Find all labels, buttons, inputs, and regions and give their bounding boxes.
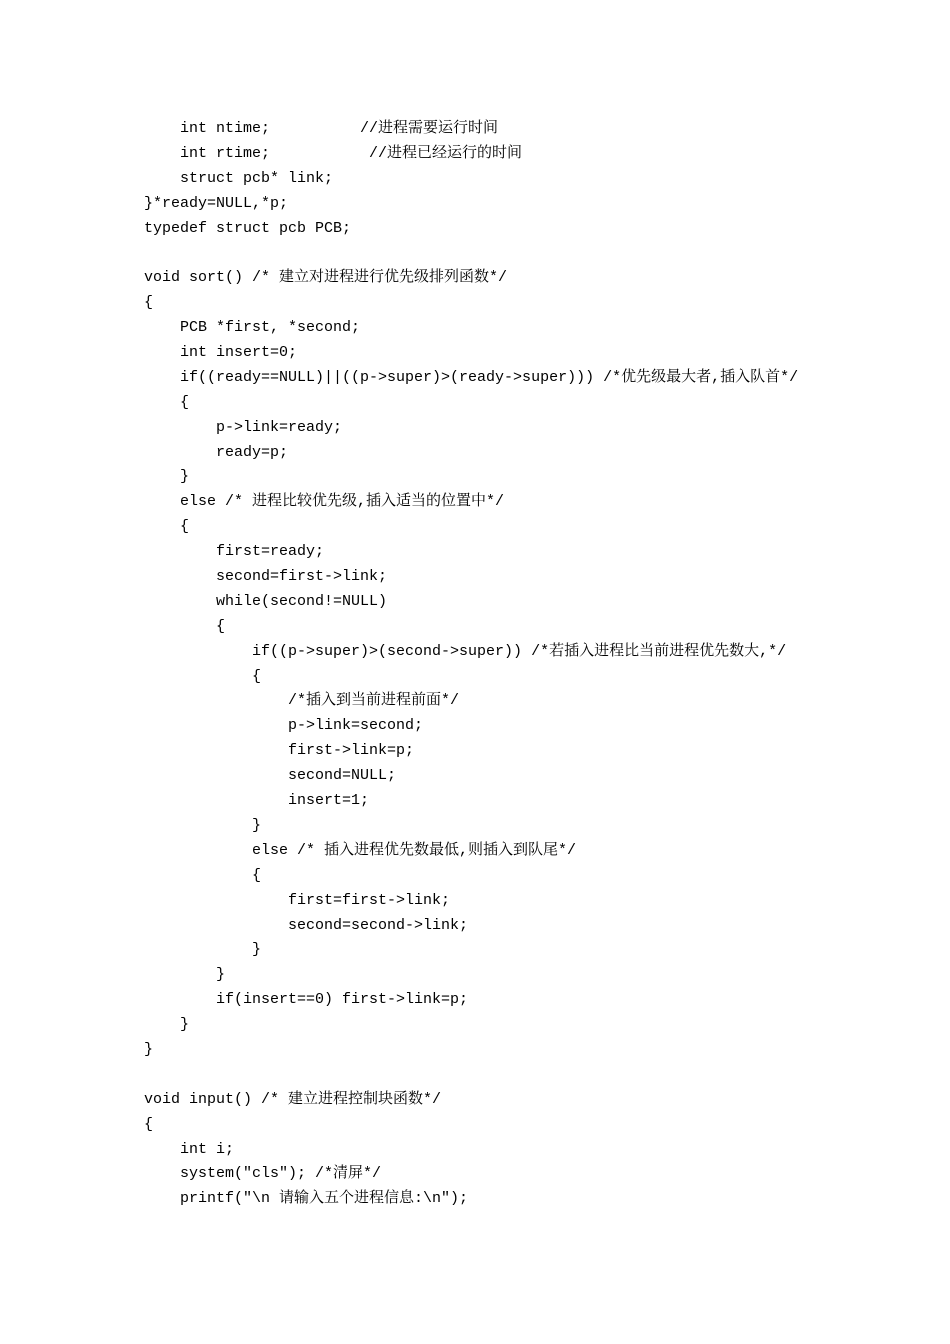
code-line: int insert=0; <box>144 344 298 362</box>
code-line: { <box>144 617 226 635</box>
code-line: /*插入到当前进程前面*/ <box>144 692 460 710</box>
code-line: } <box>144 966 226 984</box>
code-line: } <box>144 816 262 834</box>
code-line: insert=1; <box>144 792 370 810</box>
code-line: } <box>144 941 262 959</box>
code-line: { <box>144 518 190 536</box>
code-line: while(second!=NULL) <box>144 592 388 610</box>
code-line: } <box>144 468 190 486</box>
code-line: first->link=p; <box>144 742 415 760</box>
code-line: ready=p; <box>144 443 289 461</box>
code-line: int i; <box>144 1140 235 1158</box>
code-line: if((ready==NULL)||((p->super)>(ready->super))) /*优先级最大者,插入队首*/ <box>144 368 799 386</box>
code-line: void sort() /* 建立对进程进行优先级排列函数*/ <box>144 269 508 287</box>
blank-line <box>144 241 798 266</box>
code-line: struct pcb* link; <box>144 169 334 187</box>
code-line: p->link=ready; <box>144 418 343 436</box>
code-line: if(insert==0) first->link=p; <box>144 991 469 1009</box>
code-line: { <box>144 866 262 884</box>
code-line: }*ready=NULL,*p; <box>144 194 289 212</box>
code-line: second=NULL; <box>144 767 397 785</box>
code-line: second=first->link; <box>144 568 388 586</box>
code-line: second=second->link; <box>144 916 469 934</box>
code-line: { <box>144 1115 154 1133</box>
blank-line <box>144 1063 798 1088</box>
code-line: int rtime; //进程已经运行的时间 <box>144 144 523 162</box>
code-line: first=first->link; <box>144 891 451 909</box>
code-line: void input() /* 建立进程控制块函数*/ <box>144 1090 442 1108</box>
code-listing <box>144 117 798 1212</box>
code-line: p->link=second; <box>144 717 424 735</box>
code-line: printf("\n 请输入五个进程信息:\n"); <box>144 1190 469 1208</box>
code-line: system("cls"); /*清屏*/ <box>144 1165 382 1183</box>
code-line: else /* 进程比较优先级,插入适当的位置中*/ <box>144 493 505 511</box>
code-line: } <box>144 1040 154 1058</box>
code-line: { <box>144 393 190 411</box>
code-line: else /* 插入进程优先数最低,则插入到队尾*/ <box>144 841 577 859</box>
code-line: if((p->super)>(second->super)) /*若插入进程比当前进程优先数大,*/ <box>144 642 787 660</box>
code-line: { <box>144 667 262 685</box>
code-line: first=ready; <box>144 543 325 561</box>
code-line: PCB *first, *second; <box>144 319 361 337</box>
code-line: { <box>144 294 154 312</box>
code-line: int ntime; //进程需要运行时间 <box>144 120 499 137</box>
code-line: typedef struct pcb PCB; <box>144 219 352 237</box>
code-line: } <box>144 1016 190 1034</box>
